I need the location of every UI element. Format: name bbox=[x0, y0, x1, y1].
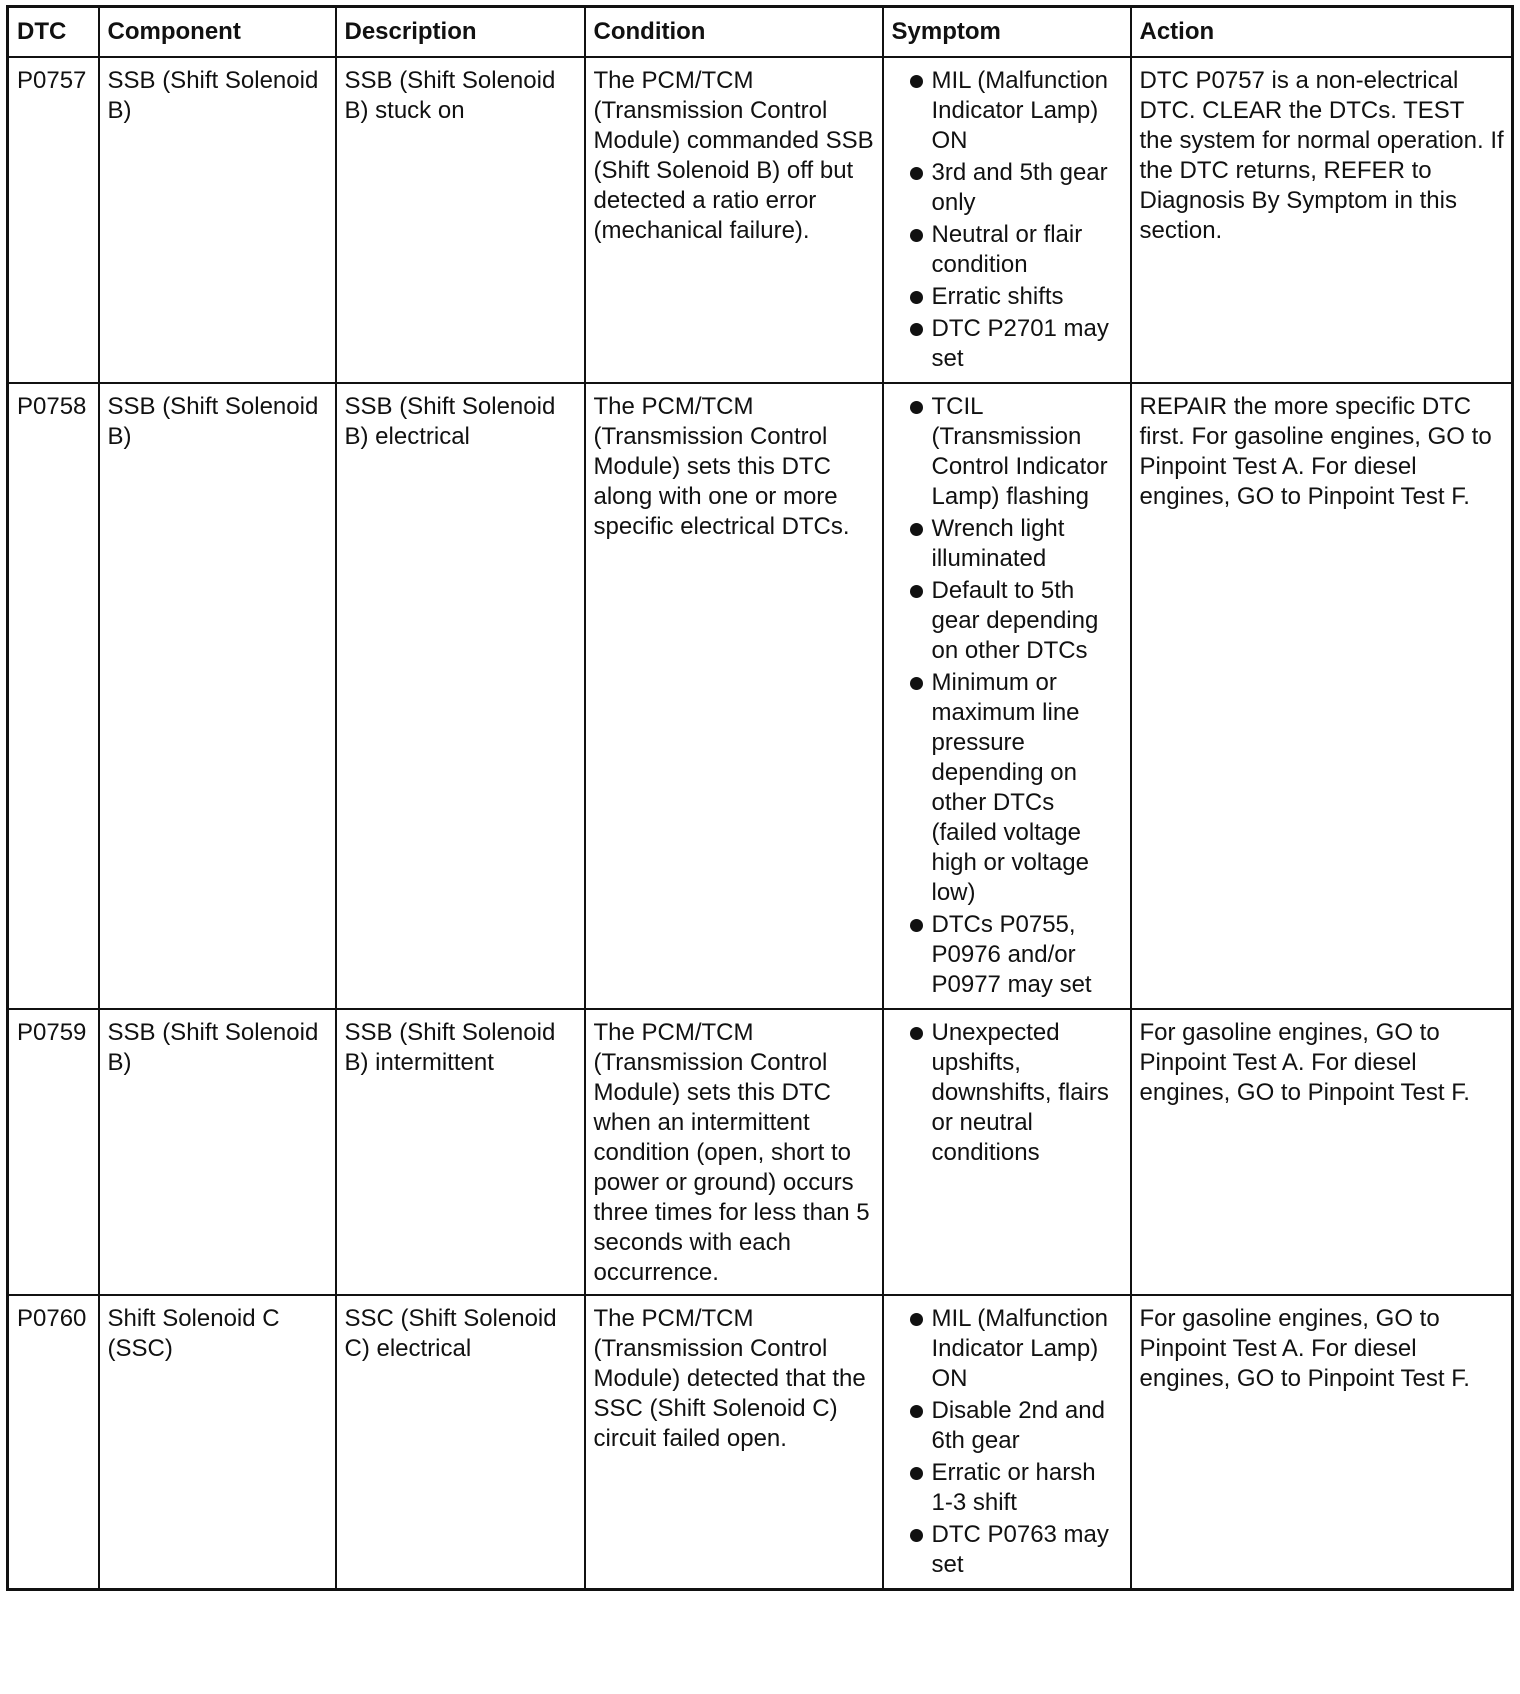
bullet-icon bbox=[910, 1529, 923, 1542]
bullet-icon bbox=[910, 323, 923, 336]
header-condition: Condition bbox=[585, 7, 883, 58]
symptom-item bbox=[892, 1018, 1123, 1168]
bullet-icon bbox=[910, 291, 923, 304]
table-row bbox=[8, 383, 1513, 1009]
symptom-text: Default to 5th gear depending on other DTCs bbox=[931, 577, 1099, 664]
cell-action: For gasoline engines, GO to Pinpoint Test A. For diesel engines, GO to Pinpoint Test F. bbox=[1131, 1295, 1513, 1590]
symptom-item bbox=[892, 514, 1123, 574]
symptom-text: 3rd and 5th gear only bbox=[931, 159, 1108, 216]
symptom-item bbox=[892, 66, 1123, 156]
cell-dtc: P0758 bbox=[8, 383, 99, 1009]
bullet-icon bbox=[910, 401, 923, 414]
bullet-icon bbox=[910, 229, 923, 242]
dtc-table bbox=[6, 5, 1514, 1591]
symptom-item bbox=[892, 1396, 1123, 1456]
symptom-text: Neutral or flair condition bbox=[931, 221, 1083, 278]
cell-condition: The PCM/TCM (Transmission Control Module) sets this DTC when an intermittent condition (open, short to power or ground) occurs three times for less than 5 seconds with each occurrence. bbox=[585, 1009, 883, 1295]
cell-symptom bbox=[883, 1295, 1131, 1590]
cell-description: SSB (Shift Solenoid B) electrical bbox=[336, 383, 585, 1009]
bullet-icon bbox=[910, 1405, 923, 1418]
cell-condition: The PCM/TCM (Transmission Control Module) commanded SSB (Shift Solenoid B) off but detected a ratio error (mechanical failure). bbox=[585, 57, 883, 383]
table-row bbox=[8, 1009, 1513, 1295]
bullet-icon bbox=[910, 75, 923, 88]
cell-component: SSB (Shift Solenoid B) bbox=[99, 383, 336, 1009]
header-row bbox=[8, 7, 1513, 58]
bullet-icon bbox=[910, 167, 923, 180]
header-action: Action bbox=[1131, 7, 1513, 58]
bullet-icon bbox=[910, 1313, 923, 1326]
cell-action: DTC P0757 is a non-electrical DTC. CLEAR the DTCs. TEST the system for normal operation. If the DTC returns, REFER to Diagnosis By Symptom in this section. bbox=[1131, 57, 1513, 383]
symptom-list bbox=[892, 392, 1123, 1000]
symptom-item bbox=[892, 220, 1123, 280]
symptom-item bbox=[892, 1304, 1123, 1394]
bullet-icon bbox=[910, 919, 923, 932]
symptom-item bbox=[892, 158, 1123, 218]
cell-component: SSB (Shift Solenoid B) bbox=[99, 1009, 336, 1295]
symptom-text: MIL (Malfunction Indicator Lamp) ON bbox=[931, 67, 1109, 154]
cell-dtc: P0757 bbox=[8, 57, 99, 383]
bullet-icon bbox=[910, 677, 923, 690]
header-component: Component bbox=[99, 7, 336, 58]
symptom-item bbox=[892, 392, 1123, 512]
symptom-text: Unexpected upshifts, downshifts, flairs or neutral conditions bbox=[931, 1019, 1109, 1166]
dtc-document bbox=[6, 5, 1511, 1591]
cell-action: REPAIR the more specific DTC first. For gasoline engines, GO to Pinpoint Test A. For diesel engines, GO to Pinpoint Test F. bbox=[1131, 383, 1513, 1009]
cell-description: SSB (Shift Solenoid B) intermittent bbox=[336, 1009, 585, 1295]
symptom-text: Wrench light illuminated bbox=[931, 515, 1065, 572]
symptom-text: TCIL (Transmission Control Indicator Lamp) flashing bbox=[931, 393, 1108, 510]
symptom-text: Minimum or maximum line pressure depending on other DTCs (failed voltage high or voltage low) bbox=[931, 669, 1089, 906]
symptom-text: Erratic shifts bbox=[931, 283, 1064, 310]
symptom-text: MIL (Malfunction Indicator Lamp) ON bbox=[931, 1305, 1109, 1392]
header-description: Description bbox=[336, 7, 585, 58]
cell-component: SSB (Shift Solenoid B) bbox=[99, 57, 336, 383]
cell-dtc: P0759 bbox=[8, 1009, 99, 1295]
symptom-item bbox=[892, 910, 1123, 1000]
symptom-text: Disable 2nd and 6th gear bbox=[931, 1397, 1105, 1454]
symptom-item bbox=[892, 576, 1123, 666]
header-symptom: Symptom bbox=[883, 7, 1131, 58]
bullet-icon bbox=[910, 523, 923, 536]
cell-description: SSB (Shift Solenoid B) stuck on bbox=[336, 57, 585, 383]
cell-symptom bbox=[883, 57, 1131, 383]
cell-symptom bbox=[883, 383, 1131, 1009]
symptom-list bbox=[892, 1018, 1123, 1168]
symptom-text: DTC P2701 may set bbox=[931, 315, 1109, 372]
symptom-item bbox=[892, 282, 1123, 312]
bullet-icon bbox=[910, 1027, 923, 1040]
cell-description: SSC (Shift Solenoid C) electrical bbox=[336, 1295, 585, 1590]
table-body bbox=[8, 57, 1513, 1590]
symptom-item bbox=[892, 1458, 1123, 1518]
bullet-icon bbox=[910, 585, 923, 598]
symptom-text: DTCs P0755, P0976 and/or P0977 may set bbox=[931, 911, 1092, 998]
symptom-list bbox=[892, 66, 1123, 374]
symptom-text: Erratic or harsh 1-3 shift bbox=[931, 1459, 1096, 1516]
cell-action: For gasoline engines, GO to Pinpoint Test A. For diesel engines, GO to Pinpoint Test F. bbox=[1131, 1009, 1513, 1295]
bullet-icon bbox=[910, 1467, 923, 1480]
cell-symptom bbox=[883, 1009, 1131, 1295]
cell-condition: The PCM/TCM (Transmission Control Module) sets this DTC along with one or more specific electrical DTCs. bbox=[585, 383, 883, 1009]
header-dtc: DTC bbox=[8, 7, 99, 58]
symptom-text: DTC P0763 may set bbox=[931, 1521, 1109, 1578]
cell-component: Shift Solenoid C (SSC) bbox=[99, 1295, 336, 1590]
table-row bbox=[8, 1295, 1513, 1590]
symptom-item bbox=[892, 1520, 1123, 1580]
symptom-item bbox=[892, 314, 1123, 374]
symptom-list bbox=[892, 1304, 1123, 1580]
symptom-item bbox=[892, 668, 1123, 908]
cell-condition: The PCM/TCM (Transmission Control Module) detected that the SSC (Shift Solenoid C) circuit failed open. bbox=[585, 1295, 883, 1590]
table-row bbox=[8, 57, 1513, 383]
cell-dtc: P0760 bbox=[8, 1295, 99, 1590]
